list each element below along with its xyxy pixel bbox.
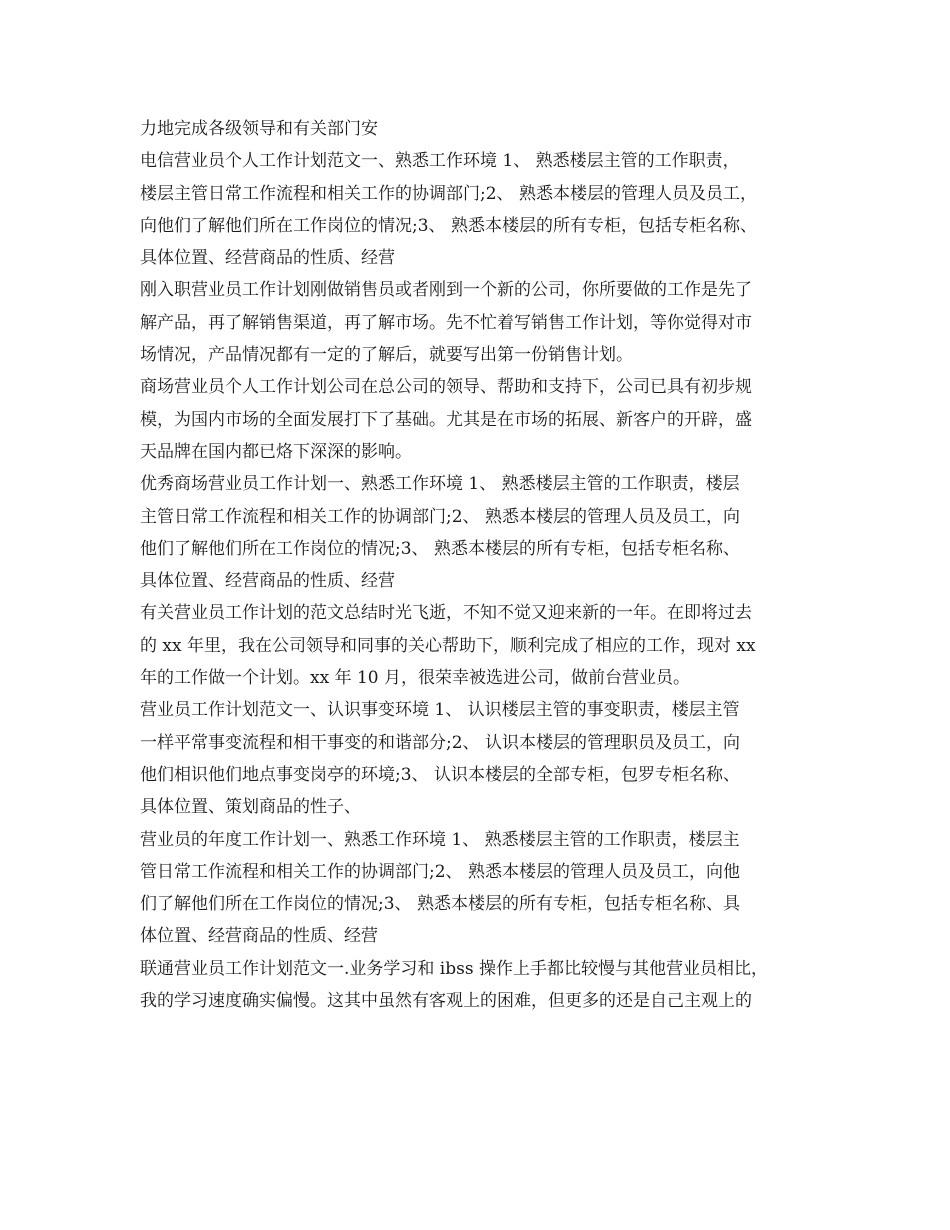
text-line: 一样平常事变流程和相干事变的和谐部分;2、 认识本楼层的管理职员及员工，向 [140, 732, 740, 753]
text-line: 力地完成各级领导和有关部门安 [140, 119, 378, 139]
text-line: 具体位置、经营商品的性质、经营 [140, 571, 395, 592]
text-line: 楼层主管日常工作流程和相关工作的协调部门;2、 熟悉本楼层的管理人员及员工， [140, 183, 757, 204]
text-line: 商场营业员个人工作计划公司在总公司的领导、帮助和支持下，公司已具有初步规 [140, 377, 752, 398]
text-line: 主管日常工作流程和相关工作的协调部门;2、 熟悉本楼层的管理人员及员工，向 [140, 506, 740, 527]
text-line: 的 xx 年里，我在公司领导和同事的关心帮助下，顺利完成了相应的工作，现对 xx [140, 635, 756, 656]
text-line: 解产品，再了解销售渠道，再了解市场。先不忙着写销售工作计划，等你觉得对市 [140, 312, 752, 333]
text-line: 体位置、经营商品的性质、经营 [140, 926, 378, 947]
paragraph-6 [140, 597, 815, 694]
text-line: 联通营业员工作计划范文一.业务学习和 ibss 操作上手都比较慢与其他营业员相比， [140, 958, 768, 979]
text-line: 他们相识他们地点事变岗亭的环境;3、 认识本楼层的全部专柜，包罗专柜名称、 [140, 764, 740, 785]
text-line: 营业员工作计划范文一、认识事变环境 1、 认识楼层主管的事变职责，楼层主管 [140, 700, 740, 721]
paragraph-5 [140, 468, 815, 597]
text-line: 优秀商场营业员工作计划一、熟悉工作环境 1、 熟悉楼层主管的工作职责，楼层 [140, 474, 740, 495]
paragraph-8 [140, 824, 815, 953]
text-line: 他们了解他们所在工作岗位的情况;3、 熟悉本楼层的所有专柜，包括专柜名称、 [140, 538, 740, 559]
paragraph-1 [140, 113, 815, 145]
text-line: 刚入职营业员工作计划刚做销售员或者刚到一个新的公司，你所要做的工作是先了 [140, 280, 752, 301]
paragraph-4 [140, 371, 815, 468]
paragraph-2 [140, 145, 815, 274]
text-line: 向他们了解他们所在工作岗位的情况;3、 熟悉本楼层的所有专柜，包括专柜名称、 [140, 215, 757, 236]
paragraph-3 [140, 274, 815, 371]
text-line: 具体位置、策划商品的性子、 [140, 797, 361, 818]
text-line: 我的学习速度确实偏慢。这其中虽然有客观上的困难，但更多的还是自己主观上的 [140, 991, 752, 1012]
text-line: 营业员的年度工作计划一、熟悉工作环境 1、 熟悉楼层主管的工作职责，楼层主 [140, 829, 740, 850]
text-line: 电信营业员个人工作计划范文一、熟悉工作环境 1、 熟悉楼层主管的工作职责， [140, 151, 740, 172]
text-line: 模，为国内市场的全面发展打下了基础。尤其是在市场的拓展、新客户的开辟，盛 [140, 409, 752, 430]
text-line: 具体位置、经营商品的性质、经营 [140, 248, 395, 269]
text-line: 年的工作做一个计划。xx 年 10 月，很荣幸被选进公司，做前台营业员。 [140, 668, 691, 689]
text-line: 管日常工作流程和相关工作的协调部门;2、 熟悉本楼层的管理人员及员工，向他 [140, 861, 740, 882]
text-line: 有关营业员工作计划的范文总结时光飞逝，不知不觉又迎来新的一年。在即将过去 [140, 603, 752, 624]
text-line: 们了解他们所在工作岗位的情况;3、 熟悉本楼层的所有专柜，包括专柜名称、具 [140, 894, 740, 915]
document-body [140, 113, 815, 1017]
paragraph-9 [140, 953, 815, 1018]
text-line: 天品牌在国内都已烙下深深的影响。 [140, 441, 412, 462]
paragraph-7 [140, 694, 815, 823]
text-line: 场情况，产品情况都有一定的了解后，就要写出第一份销售计划。 [140, 345, 633, 366]
